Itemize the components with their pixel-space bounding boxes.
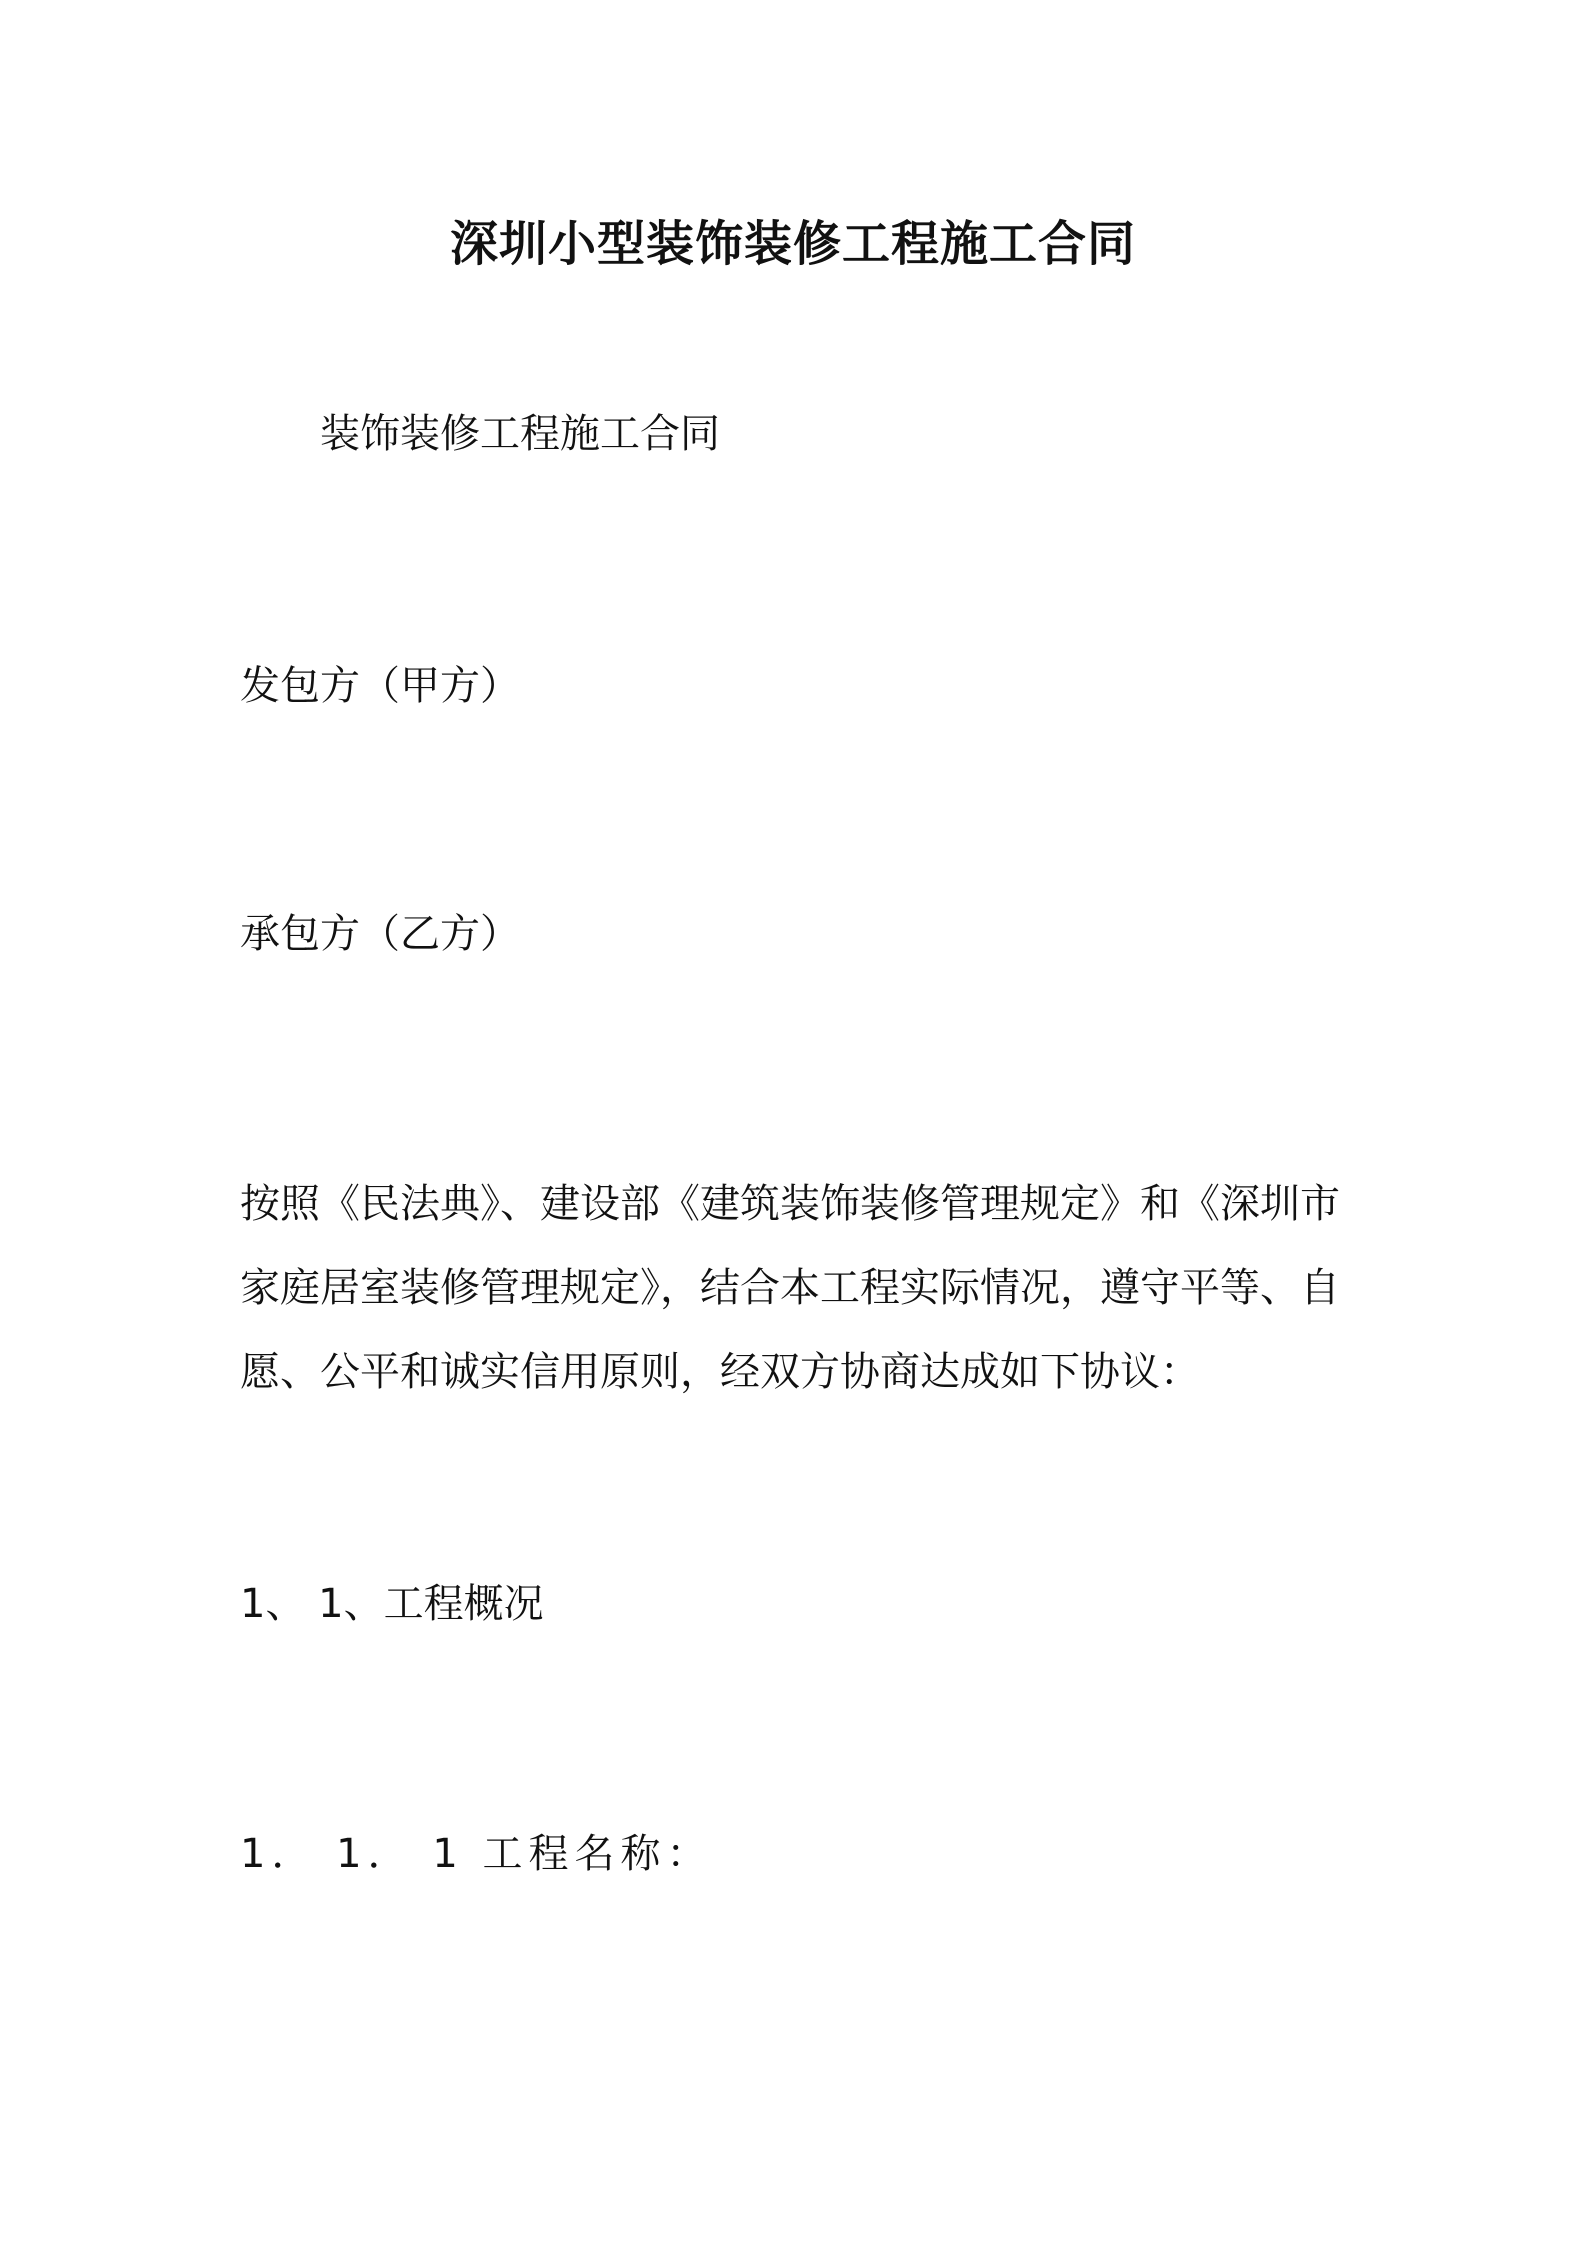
party-b-label: 承包方（乙方） bbox=[240, 911, 520, 957]
document-title: 深圳小型装饰装修工程施工合同 bbox=[449, 216, 1136, 272]
section-item-project-name: 1． 1． 1 工程名称： bbox=[240, 1831, 713, 1877]
preamble-line: 家庭居室装修管理规定》，结合本工程实际情况，遵守平等、自 bbox=[240, 1265, 1340, 1311]
preamble-line: 愿、公平和诚实信用原则，经双方协商达成如下协议： bbox=[240, 1349, 1200, 1395]
section-heading-project-overview: 1、 1、工程概况 bbox=[240, 1581, 544, 1627]
preamble-line: 按照《民法典》、建设部《建筑装饰装修管理规定》和《深圳市 bbox=[240, 1181, 1340, 1227]
party-a-label: 发包方（甲方） bbox=[240, 663, 520, 709]
document-subtitle: 装饰装修工程施工合同 bbox=[320, 411, 720, 457]
preamble-paragraph bbox=[240, 1162, 1360, 1414]
